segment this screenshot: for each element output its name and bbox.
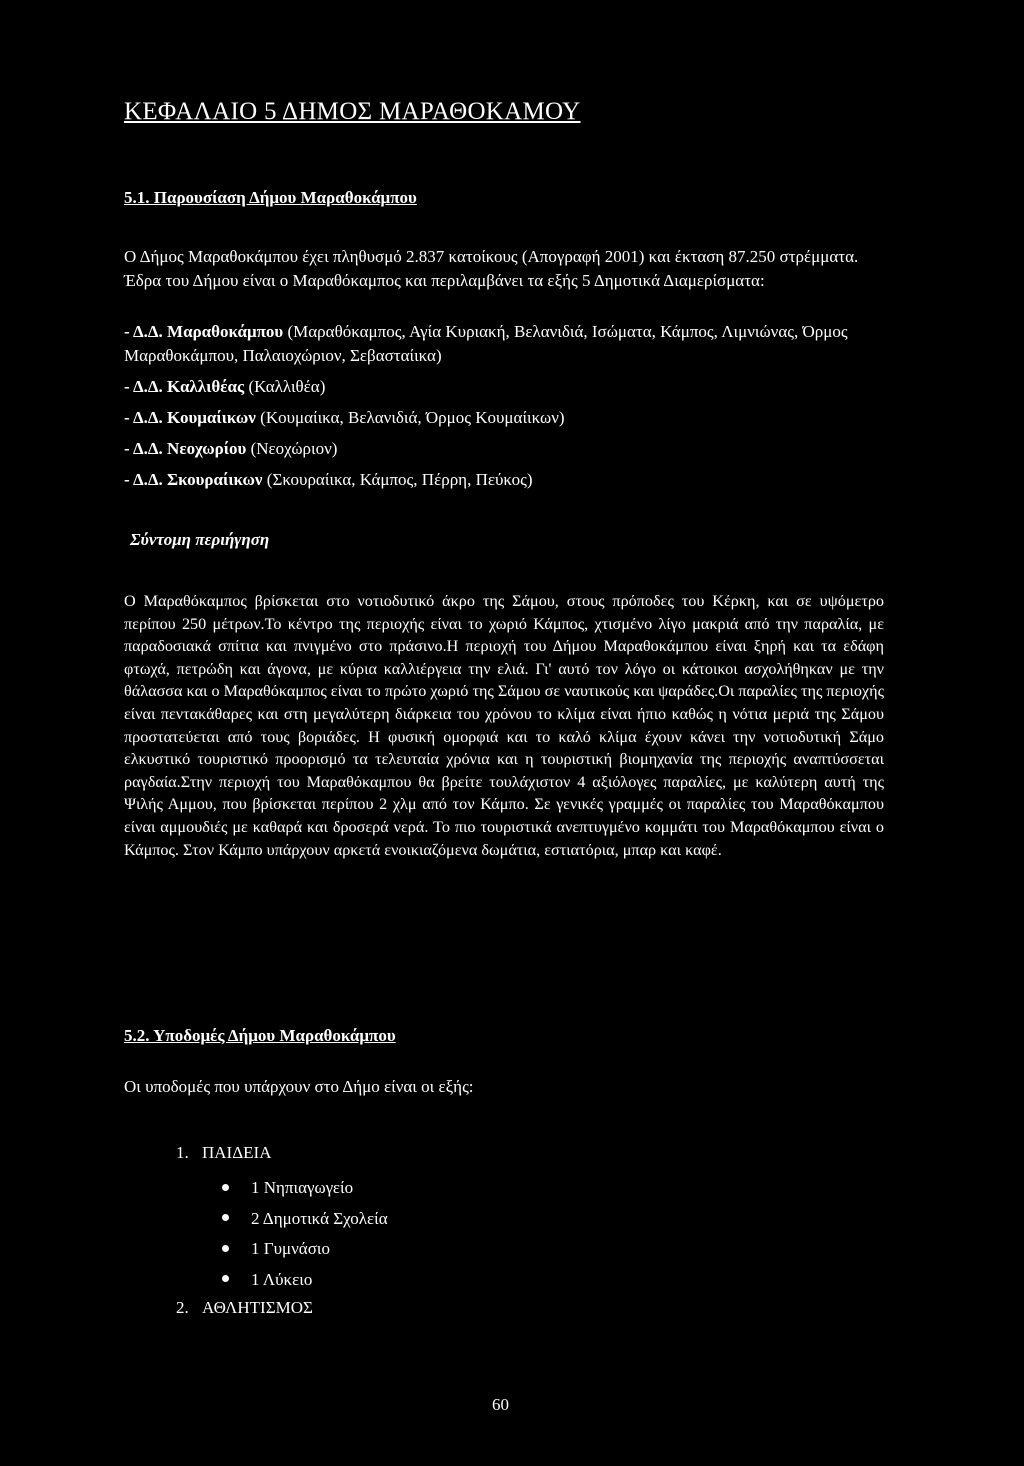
list-item-sports [176,1298,313,1318]
bullet-item [222,1234,388,1265]
education-bullet-list [222,1173,388,1295]
district-item [124,375,884,399]
bullet-item [222,1265,388,1296]
district-detail: (Σκουραίικα, Κάμπος, Πέρρη, Πεύκος) [262,470,533,489]
infrastructure-intro: Οι υποδομές που υπάρχουν στο Δήμο είναι οι εξής: [124,1077,474,1096]
bullet-icon [222,1184,229,1191]
district-name: - Δ.Δ. Νεοχωρίου [124,439,247,458]
bullet-text: 1 Λύκειο [251,1269,313,1289]
district-name: - Δ.Δ. Μαραθοκάμπου [124,322,284,341]
district-name: - Δ.Δ. Σκουραίικων [124,470,263,489]
bullet-text: 2 Δημοτικά Σχολεία [251,1208,388,1228]
bullet-item [222,1204,388,1235]
bullet-item [222,1173,388,1204]
page-number: 60 [492,1395,509,1414]
list-label: ΠΑΙΔΕΙΑ [202,1143,272,1162]
bullet-icon [222,1245,229,1252]
district-detail: (Καλλιθέα) [244,377,326,396]
district-detail: (Κουμαίικα, Βελανιδιά, Όρμος Κουμαίικων) [255,408,565,427]
chapter-title: ΚΕΦΑΛΑΙΟ 5 ΔΗΜΟΣ ΜΑΡΑΘΟΚΑΜΟΥ [124,98,581,125]
district-list [124,320,884,499]
section-title-infrastructure: 5.2. Υποδομές Δήμου Μαραθοκάμπου [124,1026,396,1045]
bullet-text: 1 Γυμνάσιο [251,1239,330,1258]
intro-paragraph: Ο Δήμος Μαραθοκάμπου έχει πληθυσμό 2.837 κατοίκους (Απογραφή 2001) και έκταση 87.250 στρέμματα. Έδρα του Δήμου είναι ο Μαραθόκαμπος και περιλαμβάνει τα εξής 5 Δημοτικά Διαμερίσματα: [124,247,859,290]
list-item-education [176,1143,271,1163]
district-name: - Δ.Δ. Καλλιθέας [124,377,245,396]
subheading-tour: Σύντομη περιήγηση [130,530,270,549]
list-label: ΑΘΛΗΤΙΣΜΟΣ [202,1298,313,1317]
section-title-presentation: 5.1. Παρουσίαση Δήμου Μαραθοκάμπου [124,188,417,207]
description-paragraph: Ο Μαραθόκαμπος βρίσκεται στο νοτιοδυτικό άκρο της Σάμου, στους πρόποδες του Κέρκη, και σε υψόμετρο περίπου 250 μέτρων.Το κέντρο της περιοχής είναι το χωριό Κάμπος, χτισμένο λίγο μακριά από την παραλία, με παραδοσιακά σπίτια και πνιγμένο στο πράσινο.Η περιοχή του Δήμου Μαραθοκάμπου είναι ξηρή και τα εδάφη φτωχά, πετρώδη και άγονα, με κύρια καλλιέργεια την ελιά. Γι' αυτό τον λόγο οι κάτοικοι ασχολήθηκαν με την θάλασσα και ο Μαραθόκαμπος είναι το πρώτο χωριό της Σάμου σε ναυτικούς και ψαράδες.Οι παραλίες της περιοχής είναι πεντακάθαρες και στη μεγαλύτερη διάρκεια του χρόνου το κλίμα είναι ήπιο καθώς η νότια μεριά της Σάμου προστατεύεται από τους βοριάδες. Η φυσική ομορφιά και το καλό κλίμα έχουν κάνει την νοτιοδυτική Σάμο ελκυστικό τουριστικό προορισμό τα τελευταία χρόνια και η τουριστική βιομηχανία της περιοχής αναπτύσσεται ραγδαία.Στην περιοχή του Μαραθόκαμπου θα βρείτε τουλάχιστον 4 αξιόλογες παραλίες, με καλύτερη αυτή της Ψιλής Αμμου, που βρίσκεται περίπου 2 χλμ από τον Κάμπο. Σε γενικές γραμμές οι παραλίες του Μαραθόκαμπου είναι αμμουδιές με καθαρά και δροσερά νερά. Το πιο τουριστικά ανεπτυγμένο κομμάτι του Μαραθόκαμπου είναι ο Κάμπος. Στον Κάμπο υπάρχουν αρκετά ενοικιαζόμενα δωμάτια, εστιατόρια, μπαρ και καφέ. [124,592,884,859]
district-item [124,406,884,430]
district-item [124,437,884,461]
bullet-text: 1 Νηπιαγωγείο [251,1178,354,1197]
district-detail: (Νεοχώριον) [246,439,338,458]
list-number: 2. [176,1298,189,1317]
district-detail: (Μαραθόκαμπος, Αγία Κυριακή, Βελανιδιά, Ισώματα, Κάμπος, Λιμνιώνας, Όρμος Μαραθοκάμπου, Παλαιοχώριον, Σεβασταίικα) [124,322,848,365]
district-name: - Δ.Δ. Κουμαίικων [124,408,256,427]
list-number: 1. [176,1143,189,1162]
bullet-icon [222,1275,229,1282]
district-item [124,320,884,368]
bullet-icon [222,1214,229,1221]
district-item [124,468,884,492]
